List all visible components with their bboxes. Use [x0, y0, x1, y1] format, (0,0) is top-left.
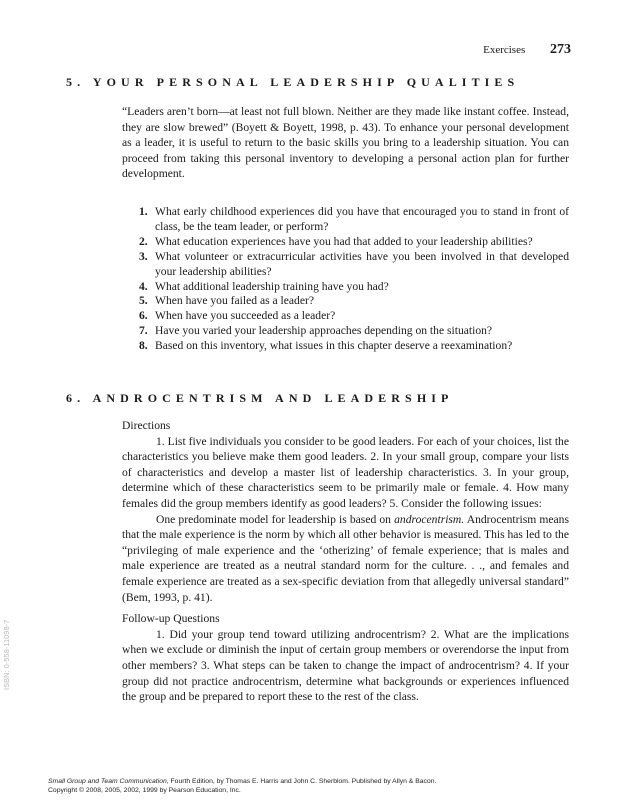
question-text: What early childhood experiences did you have that encouraged you to stand in front of class, be the team leader, or perform?	[155, 205, 569, 233]
question-number: 7.	[139, 324, 148, 338]
question-item	[139, 250, 569, 280]
model-before: One predominate model for leadership is based on	[156, 512, 395, 526]
running-header-section: Exercises	[483, 44, 526, 56]
question-item	[139, 280, 569, 295]
directions-label: Directions	[122, 419, 171, 432]
isbn-sidebar: ISBN: 0-558-11098-7	[2, 619, 11, 690]
footer	[48, 777, 436, 796]
section-6-body	[122, 418, 569, 705]
question-number: 5.	[139, 294, 148, 308]
androcentrism-paragraph	[122, 512, 569, 606]
section-6-heading: 6. ANDROCENTRISM AND LEADERSHIP	[66, 391, 454, 405]
footer-citation: Fourth Edition, by Thomas E. Harris and John C. Sherblom. Published by Allyn & Bacon.	[168, 778, 437, 785]
running-header	[483, 42, 571, 58]
question-number: 1.	[139, 205, 148, 218]
question-item	[139, 205, 569, 235]
followup-label: Follow-up Questions	[122, 612, 220, 626]
question-number: 6.	[139, 309, 148, 323]
directions-text: 1. List five individuals you consider to be good leaders. For each of your choices, list the characteristics you believe make them good leaders. 2. In your small group, compare your lists of characteristics and develop a master list of leadership characteristics. 3. In your group, determine which of these characteristics seem to be primarily male or female. 4. How many females did the group members identify as good leaders? 5. Consider the following issues:	[122, 434, 569, 510]
page-number: 273	[550, 42, 571, 57]
followup-text: 1. Did your group tend toward utilizing androcentrism? 2. What are the implications when we exclude or diminish the input of certain group members or overendorse the input from other members? 3. What steps can be taken to change the impact of androcentrism? 4. If your group did not practice androcentrism, determine what backgrounds or experiences influenced the group and be prepared to report these to the rest of the class.	[122, 627, 569, 704]
question-number: 3.	[139, 249, 148, 263]
question-number: 2.	[139, 234, 148, 248]
intro-paragraph: “Leaders aren’t born—at least not full blown. Neither are they made like instant coffee. Instead, they are slow brewed” (Boyett & Boyett, 1998, p. 43). To enhance your personal development as a leader, it is useful to return to the basic skills you bring to a leadership situation. You can proceed from taking this personal inventory to developing a personal action plan for further development.	[122, 105, 569, 181]
question-number: 8.	[139, 339, 148, 353]
model-after: Androcentrism means that the male experience is the norm by which all other behavior is measured. This has led to the “privileging of male experience and the ‘otherizing’ of female experience; that is males and male experience are treated as a neutral standard norm for the culture. . ., and females and female experience are treated as a sex-specific deviation from that allegedly universal standard” (Bem, 1993, p. 41).	[122, 512, 569, 604]
question-item	[139, 339, 569, 354]
question-item	[139, 309, 569, 324]
question-text: When have you succeeded as a leader?	[155, 309, 336, 323]
question-text: What education experiences have you had that added to your leadership abilities?	[155, 234, 533, 248]
question-text: When have you failed as a leader?	[155, 294, 315, 308]
question-text: Based on this inventory, what issues in this chapter deserve a reexamination?	[155, 339, 513, 353]
question-list	[139, 205, 569, 354]
question-text: What volunteer or extracurricular activities have you been involved in that developed your leadership abilities?	[155, 249, 569, 278]
footer-copyright: Copyright © 2008, 2005, 2002, 1999 by Pearson Education, Inc.	[48, 787, 241, 795]
question-number: 4.	[139, 279, 148, 293]
question-item	[139, 294, 569, 309]
section-5-intro	[122, 104, 569, 182]
question-item	[139, 324, 569, 339]
model-term: androcentrism.	[394, 512, 465, 526]
section-5-heading: 5. YOUR PERSONAL LEADERSHIP QUALITIES	[66, 75, 520, 89]
question-text: Have you varied your leadership approaches depending on the situation?	[155, 324, 493, 338]
question-text: What additional leadership training have you had?	[155, 279, 389, 293]
question-item	[139, 235, 569, 250]
footer-book-title: Small Group and Team Communication,	[48, 778, 169, 785]
